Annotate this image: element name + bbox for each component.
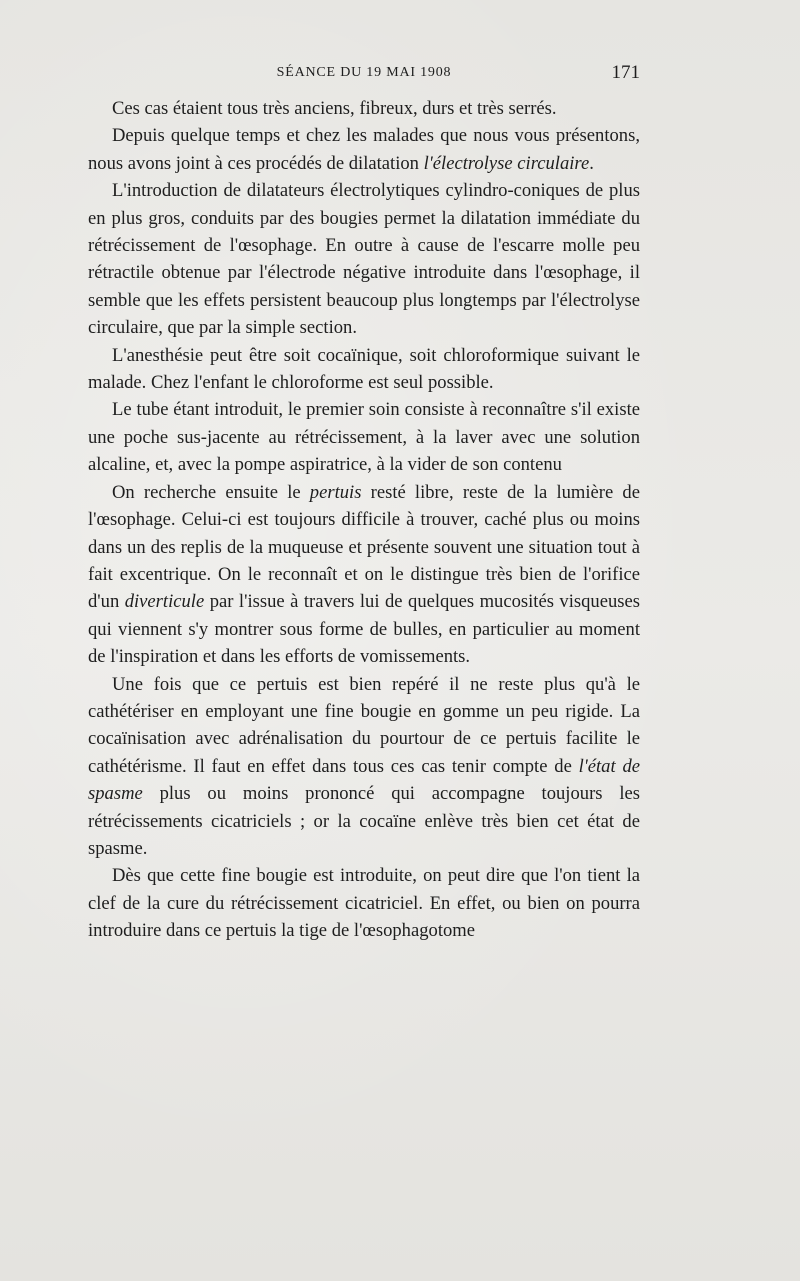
emphasis: diverticule	[124, 591, 205, 613]
emphasis: pertuis	[309, 481, 362, 503]
paragraph: Le tube étant introduit, le premier soin consiste à reconnaître s'il existe une poche sus-jacente au rétrécissement, à la laver avec une solution alcaline, et, avec la pompe aspiratrice, à la vider de son contenu	[88, 399, 640, 476]
paragraph: On recherche ensuite le pertuis resté libre, reste de la lumière de l'œsophage. Celui-ci est toujours difficile à trouver, caché plus ou moins dans un des replis de la muqueuse et présente souvent une situation tout à fait excentrique. On le reconnaît et on le distingue très bien de l'orifice d'un diverticule par l'issue à travers lui de quelques mucosités visqueuses qui viennent s'y montrer sous forme de bulles, en particulier au moment de l'inspiration et dans les efforts de vomissements.	[88, 481, 641, 668]
paragraph: Depuis quelque temps et chez les malades que nous vous présentons, nous avons joint à ces procédés de dilatation l'électrolyse circulaire.	[88, 125, 640, 174]
page-number: 171	[611, 62, 640, 83]
paragraph: L'introduction de dilatateurs électrolytiques cylindro-coniques de plus en plus gros, conduits par des bougies permet la dilatation immédiate du rétrécissement de l'œsophage. En outre à cause de l'escarre molle peu rétractile obtenue par l'électrode négative introduite dans l'œsophage, il semble que les effets persistent beaucoup plus longtemps par l'électrolyse circulaire, que par la simple section.	[88, 180, 640, 339]
emphasis: l'état de spasme	[88, 755, 640, 805]
page-header	[88, 62, 640, 86]
emphasis: l'électrolyse circulaire	[423, 152, 590, 174]
paragraph: Dès que cette fine bougie est introduite, on peut dire que l'on tient la clef de la cure du rétrécissement cicatriciel. En effet, ou bien on pourra introduire dans ce pertuis la tige de l'œsophagotome	[88, 865, 640, 942]
paragraph: L'anesthésie peut être soit cocaïnique, soit chloroformique suivant le malade. Chez l'enfant le chloroforme est seul possible.	[88, 344, 640, 394]
paragraph: Ces cas étaient tous très anciens, fibreux, durs et très serrés.	[112, 98, 557, 119]
body-text	[88, 95, 640, 945]
running-head: SÉANCE DU 19 MAI 1908	[276, 65, 452, 80]
paragraph: Une fois que ce pertuis est bien repéré il ne reste plus qu'à le cathétériser en employant une fine bougie en gomme un peu rigide. La cocaïnisation avec adrénalisation du pourtour de ce pertuis facilite le cathétérisme. Il faut en effet dans tous ces cas tenir compte de l'état de spasme plus ou moins prononcé qui accompagne toujours les rétrécissements cicatriciels ; or la cocaïne enlève très bien cet état de spasme.	[88, 673, 640, 859]
